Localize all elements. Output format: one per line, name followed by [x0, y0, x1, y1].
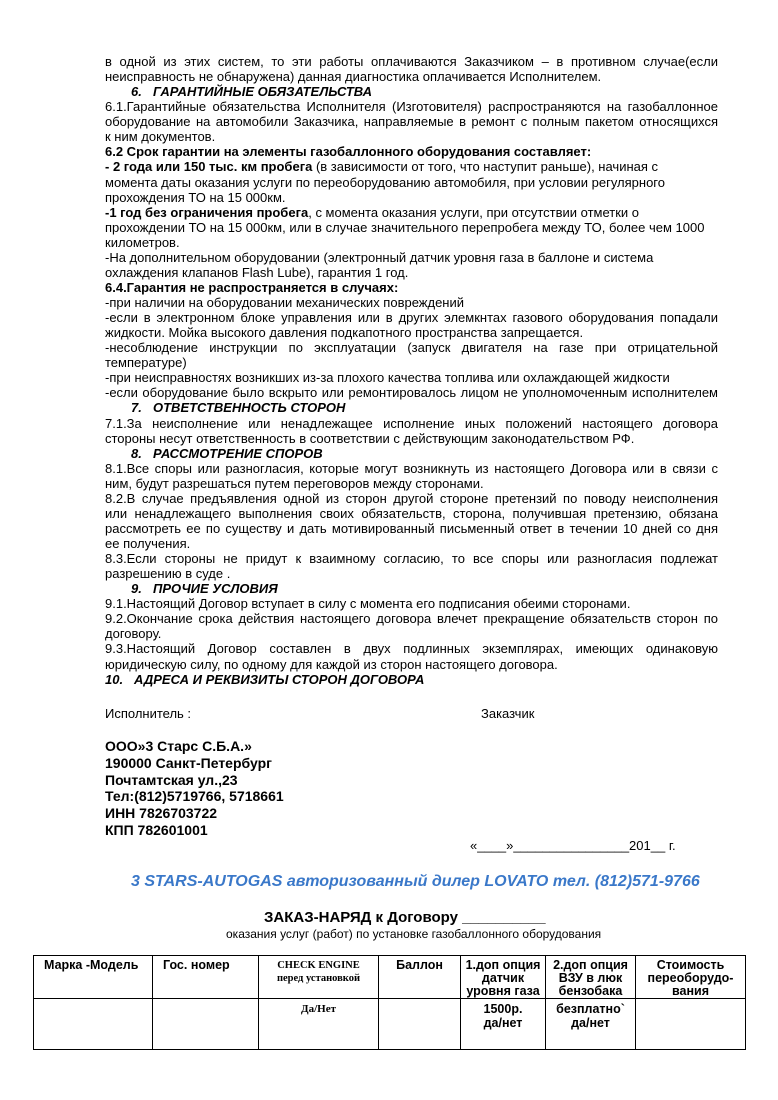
col-check-engine	[259, 956, 379, 999]
cell-model	[34, 999, 153, 1050]
clause-line: температуре)	[105, 355, 187, 371]
col-option1	[461, 956, 546, 999]
clause-line: охлаждения клапанов Flash Lube), гарантия 1 год.	[105, 264, 409, 280]
header-text: Гос. номер	[163, 958, 230, 972]
header-text: переоборудо-	[647, 971, 734, 985]
warranty-term-text: (в зависимости от того, что наступит раньше), начиная с	[312, 159, 659, 175]
cell-text: да/нет	[571, 1016, 610, 1030]
order-table	[33, 955, 746, 1050]
clause-line: 9.1.Настоящий Договор вступает в силу с момента его подписания обеими сторонами.	[105, 596, 631, 612]
clause-line: или ненадлежащего выполнения своих обязательств, сторона, получившая претензию, обязана	[105, 505, 718, 521]
section-number: 7.	[131, 400, 142, 416]
intro-line: неисправность не обнаружена) данная диагностика оплачивается Исполнителем.	[105, 69, 602, 85]
table-row	[34, 999, 746, 1050]
clause-line: 7.1.За неисполнение или ненадлежащее исполнение иных положений настоящего договора	[105, 415, 718, 431]
clause-line: -На дополнительном оборудовании (электронный датчик уровня газа в баллоне и система	[105, 249, 654, 265]
header-text: 2.доп опция	[553, 958, 628, 972]
col-option2	[546, 956, 636, 999]
section-title: ГАРАНТИЙНЫЕ ОБЯЗАТЕЛЬСТВА	[153, 84, 373, 100]
executor-kpp: КПП 782601001	[105, 821, 208, 838]
dealer-banner: 3 STARS-AUTOGAS авторизованный дилер LOVATO тел. (812)571-9766	[131, 873, 700, 890]
warranty-term-bold: - 2 года или 150 тыс. км пробега	[105, 159, 313, 175]
cell-cost	[636, 999, 746, 1050]
cell-text: 1500р.	[483, 1002, 523, 1016]
executor-city: 190000 Санкт-Петербург	[105, 754, 272, 771]
clause-line: прохождения ТО на 15 000км.	[105, 189, 286, 205]
section-number: 6.	[131, 84, 142, 100]
clause-line: рассмотреть ее по существу и дать мотивированный письменный ответ в течении 10 дней со дня	[105, 520, 718, 536]
section-heading-10	[105, 672, 718, 687]
header-text: датчик	[481, 971, 525, 985]
clause-line: ее получения.	[105, 536, 191, 551]
executor-phone: Тел:(812)5719766, 5718661	[105, 788, 284, 805]
cell-option1	[461, 999, 546, 1050]
clause-line: договору.	[105, 626, 162, 642]
clause-line: оборудование на автомобили Заказчика, направляемые в ремонт с полным пакетом относящихся	[105, 114, 718, 130]
header-text: Марка -Модель	[44, 958, 139, 972]
clause-line: юридическую силу, по одному для каждой из сторон настоящего договора.	[105, 656, 558, 672]
clause-line	[105, 159, 718, 174]
clause-line: -если в электронном блоке управления или в других элемкнтах газового оборудования попадали	[105, 310, 718, 326]
contract-body	[105, 54, 718, 687]
order-subtitle: оказания услуг (работ) по установке газобаллонного оборудования	[226, 927, 602, 941]
clause-title-6-2: 6.2 Срок гарантии на элементы газобаллонного оборудования составляет:	[105, 144, 592, 160]
clause-line: 9.2.Окончание срока действия настоящего договора влечет прекращение обязательств сторон по	[105, 611, 718, 627]
header-text: Стоимость	[656, 958, 725, 972]
clause-line: момента даты оказания услуги по переоборудованию автомобиля, при условии регулярного	[105, 174, 665, 190]
section-title: АДРЕСА И РЕКВИЗИТЫ СТОРОН ДОГОВОРА	[134, 671, 425, 687]
header-text: уровня газа	[466, 984, 540, 998]
section-heading-6	[105, 84, 718, 99]
executor-company: ООО»3 Старс С.Б.А.»	[105, 738, 252, 754]
section-title: ПРОЧИЕ УСЛОВИЯ	[153, 581, 278, 597]
header-text: ВЗУ в люк	[558, 971, 623, 985]
header-text: Баллон	[396, 958, 443, 972]
clause-line: ним, будут разрешаться путем переговоров между сторонами.	[105, 475, 484, 491]
clause-line: стороны несут ответственность в соответствии с действующим законодательством РФ.	[105, 430, 635, 446]
section-number: 10.	[105, 671, 124, 687]
order-title: ЗАКАЗ-НАРЯД к Договору __________	[264, 909, 546, 926]
cell-option2	[546, 999, 636, 1050]
intro-line: в одной из этих систем, то эти работы оплачиваются Заказчиком – в противном случае(если	[105, 54, 718, 69]
header-text: 1.доп опция	[465, 958, 541, 972]
warranty-term-bold: -1 год без ограничения пробега	[105, 204, 309, 220]
clause-line: 9.3.Настоящий Договор составлен в двух подлинных экземплярах, имеющих одинаковую	[105, 641, 718, 657]
section-heading-9	[105, 581, 718, 596]
clause-line	[105, 205, 718, 220]
executor-street: Почтамтская ул.,23	[105, 771, 238, 788]
header-text: CHECK ENGINE	[277, 960, 360, 971]
section-heading-7	[105, 400, 718, 415]
table-header-row	[34, 956, 746, 999]
header-text: перед установкой	[276, 973, 361, 984]
clause-line: -несоблюдение инструкции по эксплуатации (запуск двигателя на газе при отрицательной	[105, 340, 718, 356]
col-model	[34, 956, 153, 999]
executor-inn: ИНН 7826703722	[105, 805, 218, 822]
section-title: ОТВЕТСТВЕННОСТЬ СТОРОН	[153, 400, 346, 416]
section-heading-8	[105, 446, 718, 461]
section-number: 9.	[131, 581, 142, 597]
cell-check-engine	[259, 999, 379, 1050]
cell-text: да/нет	[483, 1016, 523, 1030]
col-cylinder	[379, 956, 461, 999]
cell-text: безплатно`	[556, 1002, 625, 1016]
section-number: 8.	[131, 445, 142, 461]
clause-line: километров.	[105, 234, 180, 250]
col-plate	[153, 956, 259, 999]
executor-label: Исполнитель :	[105, 706, 192, 721]
cell-cylinder	[379, 999, 461, 1050]
clause-title-6-4: 6.4.Гарантия не распространяется в случаях:	[105, 279, 399, 295]
clause-line: разрешению в суде .	[105, 566, 231, 582]
col-cost	[636, 956, 746, 999]
clause-line: -при наличии на оборудовании механических повреждений	[105, 295, 465, 310]
clause-line: жидкости. Мойка высокого давления подкапотного пространства запрещается.	[105, 325, 584, 341]
clause-line: -при неисправностях возникших из-за плохого качества топлива или охлаждающей жидкости	[105, 370, 670, 386]
executor-details	[105, 738, 284, 839]
customer-label: Заказчик	[481, 706, 535, 721]
section-title: РАССМОТРЕНИЕ СПОРОВ	[153, 445, 323, 461]
clause-line: 8.2.В случае предъявления одной из сторон другой стороне претензий по поводу неисполнения	[105, 490, 718, 506]
clause-line: прохождении ТО на 15 000км, или в случае значительного перепробега между ТО, более чем 1000	[105, 219, 705, 235]
clause-line: 6.1.Гарантийные обязательства Исполнителя (Изготовителя) распространяются на газобаллонное	[105, 99, 718, 115]
clause-line: 8.1.Все споры или разногласия, которые могут возникнуть из настоящего Договора или в связи с	[105, 460, 718, 476]
clause-line: 8.3.Если стороны не придут к взаимному согласию, то все споры или разногласия подлежат	[105, 551, 718, 567]
header-text: вания	[672, 984, 709, 998]
cell-plate	[153, 999, 259, 1050]
clause-line: к ним документов.	[105, 129, 216, 145]
clause-line: -если оборудование было вскрыто или ремонтировалось лицом не уполномоченным исполнителем	[105, 385, 718, 401]
date-line: «____»________________201__ г.	[470, 838, 676, 853]
header-text: бензобака	[558, 984, 623, 998]
cell-text: Да/Нет	[301, 1003, 336, 1015]
warranty-term-text: , с момента оказания услуги, при отсутствии отметки о	[308, 204, 640, 220]
